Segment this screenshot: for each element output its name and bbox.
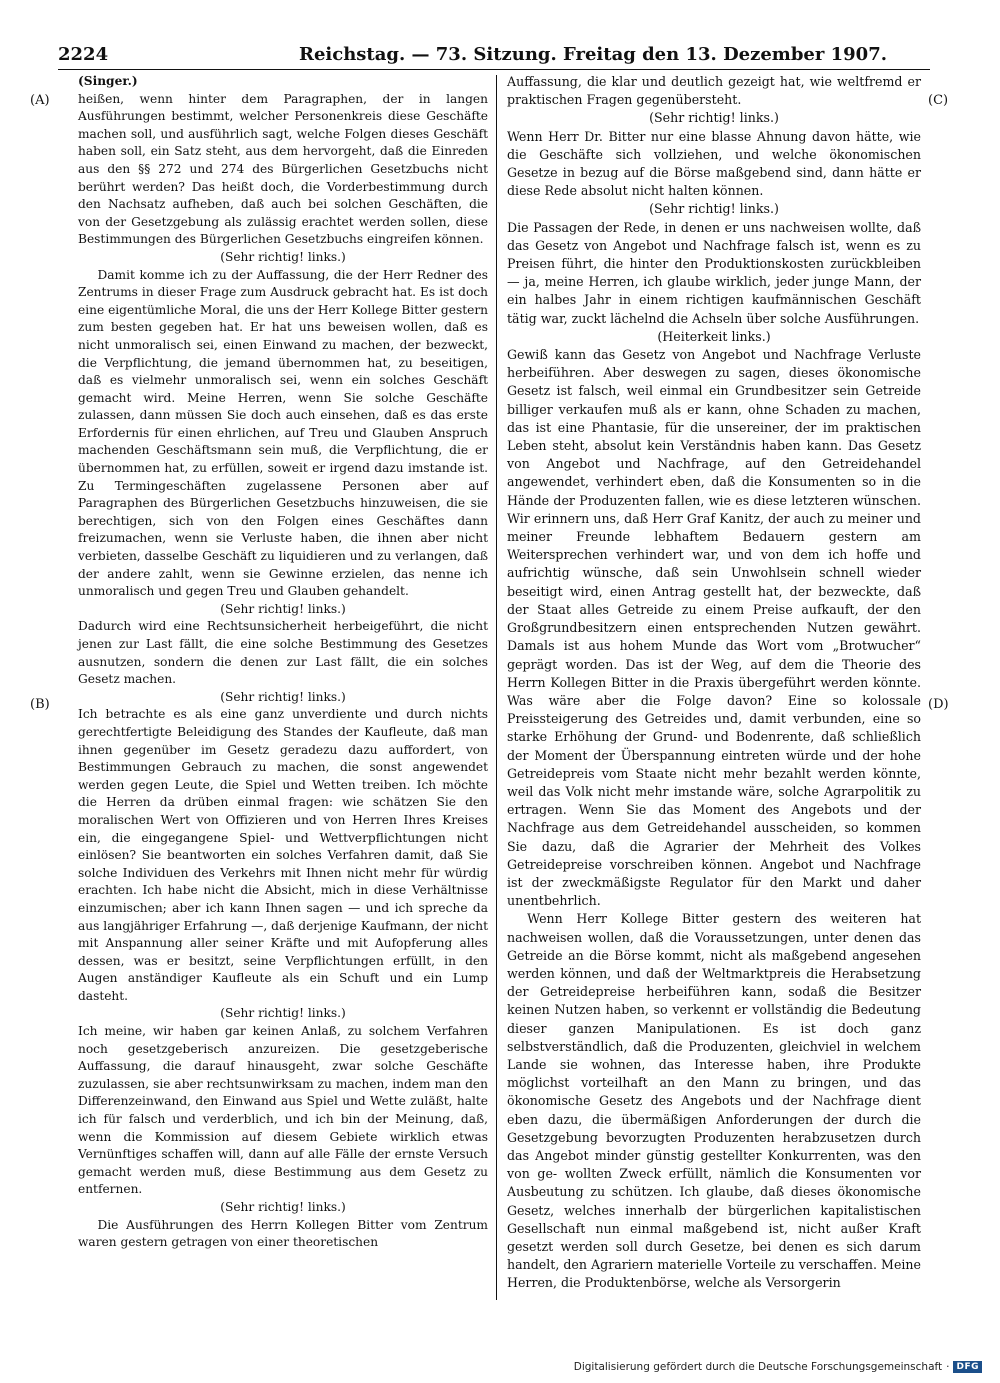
column-divider [496, 75, 497, 1300]
paragraph: Gewiß kann das Gesetz von Angebot und Nachfrage Verluste herbeiführen. Aber deswegen zu sagen, dieses ökonomische Gesetz ist falsch, weil einmal ein Grundbesitzer sein Getreide billiger verkaufen muß als er kann, ohne Schaden zu machen, das ist eine Phantasie, für die unsereiner, der im praktischen Leben steht, absolut kein Verständnis haben kann. Das Gesetz von Angebot und Nachfrage, auf den Getreidehandel angewendet, verhindert eben, daß die Konsumenten so in die Hände der Produzenten fallen, wie es diese letzteren wünschen. Wir erinnern uns, daß Herr Graf Kanitz, der auch zu meiner und meiner Freunde lebhaftem Bedauern gestern am Weitersprechen verhindert war, und von dem ich hoffe und aufrichtig wünsche, daß sein Unwohlsein schnell wieder beseitigt wird, einen Antrag gestellt hat, der bezweckte, daß der Staat alles Getreide zu einem Preise aufkauft, der den Großgrundbesitzern einen entsprechenden Nutzen gewährt. Damals ist aus hohem Munde das Wort vom „Brotwucher“ geprägt worden. Das ist der Weg, auf dem die Theorie des Herrn Kollegen Bitter in die Praxis übergeführt werden könnte. Was wäre aber die Folge davon? Eine so kolossale Preissteigerung des Getreides und, damit verbunden, eine so starke Erhöhung der Grund- und Bodenrente, daß schließlich der Moment der Überspannung eintreten würde und der hohe Getreidepreis vom Staate nicht mehr bezahlt werden könnte, weil das Volk nicht mehr imstande wäre, solche Agrarpolitik zu ertragen. Wenn Sie das Moment des Angebots und der Nachfrage aus dem Getreidehandel ausscheiden, so kommen Sie dazu, daß die Agrarier der Mehrheit des Volkes Getreidepreise vorschreiben können. Angebot und Nachfrage ist der zweckmäßigste Regulator für den Markt und daher unentbehrlich. [507, 347, 921, 909]
running-title: Reichstag. — 73. Sitzung. Freitag den 13. Dezember 1907. [298, 44, 887, 65]
margin-mark-d: (D) [928, 697, 949, 712]
header-rule [58, 69, 930, 70]
paragraph: Die Passagen der Rede, in denen er uns nachweisen wollte, daß das Gesetz von Angebot und Nachfrage falsch ist, wenn es zu Preisen führt, die hinter den Produktionskosten zurückbleiben — ja, meine Herren, ich glaube wirklich, jeder junge Mann, der ein halbes Jahr in einem richtigen kaufmännischen Geschäft tätig war, zuckt lächelnd die Achseln über solche Ausführungen. [507, 219, 921, 326]
interjection: (Sehr richtig! links.) [220, 1006, 346, 1021]
margin-mark-a: (A) [30, 93, 50, 108]
right-column [507, 73, 921, 1293]
dfg-logo: DFG [953, 1361, 982, 1373]
page-footer: Digitalisierung gefördert durch die Deutsche Forschungsgemeinschaft · DFG [574, 1361, 982, 1373]
paragraph: Auffassung, die klar und deutlich gezeigt hat, wie weltfremd er praktischen Fragen gegenübersteht. [507, 74, 921, 108]
interjection: (Sehr richtig! links.) [220, 1200, 346, 1214]
digitization-credit: Digitalisierung gefördert durch die Deutsche Forschungsgemeinschaft [573, 1361, 943, 1373]
page-header [58, 44, 928, 68]
margin-mark-c: (C) [928, 93, 949, 108]
interjection: (Sehr richtig! links.) [220, 601, 346, 616]
interjection: (Sehr richtig! links.) [649, 110, 779, 126]
paragraph: Die Ausführungen des Herrn Kollegen Bitter vom Zentrum waren gestern getragen von einer theoretischen [78, 1217, 488, 1250]
speaker-name: (Singer.) [78, 74, 138, 88]
margin-mark-b: (B) [30, 697, 50, 712]
paragraph: Dadurch wird eine Rechtsunsicherheit herbeigeführt, die nicht jenen zur Last fällt, die eine solche Bestimmung des Gesetzes ausnutzen, sondern die denen zur Last fällt, die ein solches Gesetz machen. [78, 619, 488, 687]
paragraph: Ich meine, wir haben gar keinen Anlaß, zu solchem Verfahren noch gesetzgeberisch anzureizen. Die gesetzgeberische Auffassung, die darauf hinausgeht, zwar solche Geschäfte zuzulassen, sie aber rechtsunwirksam zu machen, indem man den Differenzeinwand, den Einwand aus Spiel und Wette zuläßt, halte ich für falsch und verderblich, und ich bin der Meinung, daß, wenn die Kommission auf diesem Gebiete wirklich etwas Vernünftiges schaffen will, dann auf alle Fälle der ernste Versuch gemacht werden muß, diese Bestimmung aus dem Gesetz zu entfernen. [78, 1024, 488, 1197]
left-column [78, 73, 488, 1252]
page-number: 2224 [58, 44, 109, 65]
paragraph: Ich betrachte es als eine ganz unverdiente und durch nichts gerechtfertigte Beleidigung des Standes der Kaufleute, daß man ihnen gegenüber im Gesetz geradezu dazu auffordert, von Bestimmungen Gebrauch zu machen, die sonst angewendet werden gegen Leute, die Spiel und Wetten treiben. Ich möchte die Herren da drüben einmal fragen: wie schätzen Sie den moralischen Wert von Offizieren und von Herren Ihres Kreises ein, die eingegangene Spiel- und Wettverpflichtungen nicht einlösen? Sie beantworten ein solches Verfahren damit, daß Sie solche Individuen des Verkehrs mit Ihnen nicht mehr für würdig erachten. Ich habe nicht die Absicht, mich in diese Verhältnisse einzumischen; aber ich kann Ihnen sagen — und ich spreche da aus langjähriger Erfahrung —, daß derjenige Kaufmann, der nicht mit Anspannung aller seiner Kräfte und mit Aufopferung alles dessen, was er besitzt, seine Verpflichtungen erfüllt, in den Augen anständiger Kaufleute als ein Schuft und ein Lump dasteht. [78, 707, 488, 1003]
interjection: (Sehr richtig! links.) [220, 249, 346, 264]
interjection: (Sehr richtig! links.) [649, 201, 779, 217]
interjection: (Heiterkeit links.) [657, 328, 771, 344]
paragraph: Damit komme ich zu der Auffassung, die der Herr Redner des Zentrums in dieser Frage zum Ausdruck gebracht hat. Es ist doch eine eigentümliche Moral, die uns der Herr Kollege Bitter gestern zum besten gegeben hat. Er hat uns beweisen wollen, daß es nicht unmoralisch sei, einen Einwand zu machen, der bezweckt, die Verpflichtung, die jemand übernommen hat, zu beseitigen, daß es vielmehr unmoralisch sei, wenn ein solches Geschäft gemacht wird. Meine Herren, wenn Sie solche Geschäfte zulassen, dann müssen Sie doch auch einsehen, daß es das erste Erfordernis für einen ehrlichen, auf Treu und Glauben Anspruch machenden Geschäftsmann sein muß, die Verpflichtung, die er übernommen hat, zu erfüllen, soweit er irgend dazu imstande ist. Zu Termingeschäften zugelassene Personen aber auf Paragraphen des Bürgerlichen Gesetzbuchs hinzuweisen, die sie berechtigen, sich von den Folgen eines Geschäftes dann freizumachen, wenn sie Verluste haben, die ihnen aber nicht verbieten, dasselbe Geschäft zu liquidieren und zu verlangen, daß der andere zahlt, wenn sie Gewinne erzielen, das nenne ich unmoralisch und gegen Treu und Glauben gehandelt. [78, 267, 488, 599]
paragraph: heißen, wenn hinter dem Paragraphen, der in langen Ausführungen bestimmt, welcher Personenkreis diese Geschäfte machen soll, und ausführlich sagt, welche Folgen dieses Geschäft haben soll, ein Satz steht, aus dem hervorgeht, daß die Einreden aus den §§ 272 und 274 des Bürgerlichen Gesetzbuchs nicht berührt werden? Das heißt doch, die Vorderbestimmung durch den Nachsatz aufheben, daß auch bei solchen Geschäften, die von der Gesetzgebung als zulässig erachtet werden sollen, diese Bestimmungen des Bürgerlichen Gesetzbuchs eingreifen können. [78, 91, 488, 247]
paragraph: Wenn Herr Kollege Bitter gestern des weiteren hat nachweisen wollen, daß die Voraussetzungen, unter denen das Getreide an die Börse kommt, nicht als maßgebend angesehen werden können, und daß der Weltmarktpreis die Herabsetzung der Getreidepreise herbeiführen kann, sodaß die Besitzer keinen Nutzen haben, so verkennt er vollständig die Bedeutung dieser ganzen Manipulationen. Es ist doch ganz selbstverständlich, daß die Produzenten, gleichviel in welchem Lande sie wohnen, das Interesse haben, ihre Produkte möglichst vorteilhaft an den Mann zu bringen, und das ökonomische Gesetz des Angebots und der Nachfrage dient eben dazu, die übermäßigen Anforderungen der durch die Gesetzgebung bevorzugten Produzenten herabzusetzen durch das Angebot minder günstig gestellter Konkurrenten, was den von ge- wollten Zweck erfüllt, nämlich die Konsumenten vor Ausbeutung zu schützen. Ich glaube, daß dieses ökonomische Gesetz, welches innerhalb der bürgerlichen kapitalistischen Gesellschaft nun einmal maßgebend ist, nicht außer Kraft gesetzt werden soll durch Gesetze, bei denen es sich darum handelt, den Agrariern materielle Vorteile zu verschaffen. Meine Herren, die Produktenbörse, welche als Versorgerin [507, 911, 921, 1291]
paragraph: Wenn Herr Dr. Bitter nur eine blasse Ahnung davon hätte, wie die Geschäfte sich vollziehen, und welche ökonomischen Gesetze in bezug auf die Börse maßgebend sind, dann hätte er diese Rede absolut nicht halten können. [507, 128, 921, 199]
interjection: (Sehr richtig! links.) [220, 689, 346, 704]
